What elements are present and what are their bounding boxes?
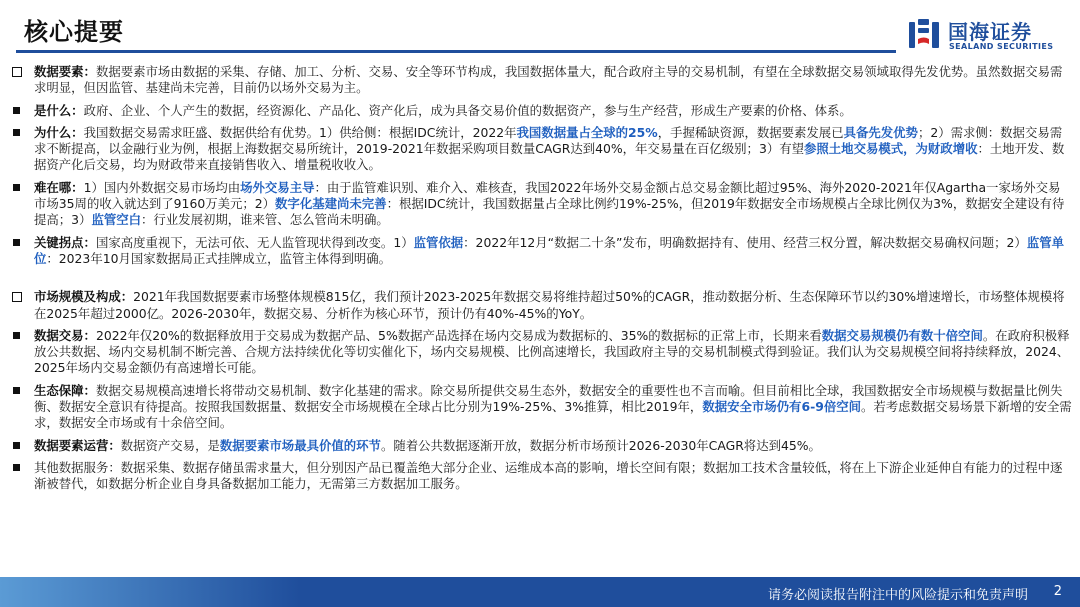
page-header bbox=[0, 0, 1080, 58]
item-text: ：根据IDC统计，我国数据量占全球比例约19%-25%，但2019年数据安全市场规模占全球比例仅为3%，数据安全建设有待提高；3） bbox=[34, 196, 1065, 228]
item-text: ：2022年12月“数据二十条”发布，明确数据持有、使用、经营三权分置，解决数据交易确权问题；2） bbox=[463, 234, 1027, 250]
item-text: ：行业发展初期，谁来管、怎么管尚未明确。 bbox=[141, 212, 389, 228]
item-text: 。随着公共数据逐渐开放，数据分析市场预计2026-2030年CAGR将达到45%。 bbox=[380, 437, 821, 453]
page-footer bbox=[0, 577, 1080, 607]
solid-square-bullet-icon bbox=[13, 129, 20, 136]
item-lead: 关键拐点： bbox=[34, 234, 96, 250]
highlight-text: 监管空白 bbox=[91, 212, 142, 228]
solid-square-bullet-icon bbox=[13, 442, 20, 449]
solid-square-bullet-icon bbox=[13, 239, 20, 246]
item-text: 国家高度重视下，无法可依、无人监管现状得到改变。1） bbox=[95, 234, 414, 250]
solid-square-bullet-icon bbox=[13, 107, 20, 114]
highlight-text: 数据要素市场最具价值的环节 bbox=[219, 437, 381, 453]
highlight-text: 参照土地交易模式，为财政增收 bbox=[804, 141, 978, 157]
logo-text-en: SEALAND SECURITIES bbox=[949, 42, 1054, 51]
item-text: ：土地开发、数据资产化后交易，均为财政带来直接销售收入、增量税收收入。 bbox=[34, 141, 1065, 173]
highlight-text: 数据安全市场仍有6-9倍空间 bbox=[702, 399, 862, 415]
item-text: ：由于监管难识别、难介入、难核查，我国2022年场外交易金额占总交易金额比超过95%、海外2020-2021年仅Agartha一家场外交易市场35周的收入就达到了9160万美元；2） bbox=[34, 179, 1061, 212]
item-lead: 为什么： bbox=[34, 124, 84, 140]
item-lead: 数据要素： bbox=[34, 64, 96, 79]
highlight-text: 监管单位 bbox=[34, 234, 1064, 266]
item-text: 。若考虑数据交易场景下新增的安全需求，数据安全市场或有十余倍空间。 bbox=[34, 399, 1072, 431]
bullet-item bbox=[10, 180, 1072, 229]
item-lead: 难在哪： bbox=[34, 179, 84, 195]
item-text: 数据要素市场由数据的采集、存储、加工、分析、交易、安全等环节构成，我国数据体量大，配合政府主导的交易机制，有望在全球数据交易领域取得先发优势。虽然数据交易需求明显，但因监管、基建尚未完善，目前仍以场外交易为主。 bbox=[34, 64, 1063, 96]
item-text: 数据资产交易，是 bbox=[120, 437, 220, 453]
summary-content bbox=[10, 64, 1072, 499]
section-heading-item bbox=[10, 64, 1072, 97]
item-text: 2021年我国数据要素市场整体规模815亿，我们预计2023-2025年数据交易将维持超过50%的CAGR，推动数据分析、生态保障环节以约30%增速增长，市场整体规模将在2025年超过2000亿。2026-2030年，数据交易、分析作为核心环节，预计仍有40%-45%的YoY。 bbox=[34, 289, 1065, 321]
item-lead: 数据交易： bbox=[34, 327, 96, 343]
logo-text-cn: 国海证券 bbox=[948, 20, 1032, 44]
item-lead: 市场规模及构成： bbox=[34, 289, 134, 305]
sealand-logo-icon bbox=[906, 17, 942, 53]
bullet-item bbox=[10, 460, 1072, 493]
hollow-square-bullet-icon bbox=[12, 67, 22, 77]
company-logo bbox=[906, 17, 1066, 57]
item-text: ：2023年10月国家数据局正式挂牌成立，监管主体得到明确。 bbox=[46, 250, 392, 266]
solid-square-bullet-icon bbox=[13, 184, 20, 191]
item-text: 1）国内外数据交易市场均由 bbox=[83, 179, 241, 195]
page-title: 核心提要 bbox=[24, 18, 124, 46]
bullet-item bbox=[10, 438, 1072, 454]
highlight-text: 场外交易主导 bbox=[240, 179, 315, 195]
item-text: 2022年仅20%的数据释放用于交易成为数据产品、5%数据产品选择在场内交易成为数据标的、35%的数据标的正常上市，长期来看 bbox=[95, 327, 822, 343]
hollow-square-bullet-icon bbox=[12, 292, 22, 302]
item-text: 政府、企业、个人产生的数据，经资源化、产品化、资产化后，成为具备交易价值的数据资产，参与生产经营，形成生产要素的价格、体系。 bbox=[83, 102, 852, 118]
bullet-item bbox=[10, 235, 1072, 268]
item-text: ，手握稀缺资源，数据要素发展已 bbox=[657, 124, 844, 140]
item-text: 其他数据服务：数据采集、数据存储虽需求量大，但分别因产品已覆盖绝大部分企业、运维成本高的影响，增长空间有限；数据加工技术含量较低，将在上下游企业延伸自有能力的过程中逐渐被替代，如数据分析企业自身具备数据加工能力，无需第三方数据加工服务。 bbox=[34, 459, 1063, 492]
bullet-item bbox=[10, 383, 1072, 432]
footer-accent-bar bbox=[0, 577, 300, 607]
highlight-text: 我国数据量占全球的25% bbox=[516, 124, 658, 140]
page-number: 2 bbox=[1053, 584, 1062, 599]
highlight-text: 监管依据 bbox=[413, 234, 464, 250]
highlight-text: 具备先发优势 bbox=[843, 124, 918, 140]
item-text: 我国数据交易需求旺盛、数据供给有优势。1）供给侧：根据IDC统计，2022年 bbox=[83, 124, 517, 140]
bullet-item bbox=[10, 328, 1072, 377]
title-divider bbox=[16, 50, 896, 53]
highlight-text: 数字化基建尚未完善 bbox=[275, 196, 387, 212]
highlight-text: 数据交易规模仍有数十倍空间 bbox=[821, 327, 983, 343]
item-text: ；2）需求侧：数据交易需求不断提高，以金融行业为例，根据上海数据交易所统计，2019-2021年数据采购项目数量CAGR达到40%，年交易量在百亿级别；3）有望 bbox=[34, 124, 1063, 157]
item-lead: 生态保障： bbox=[34, 382, 96, 398]
solid-square-bullet-icon bbox=[13, 387, 20, 394]
item-text: 数据交易规模高速增长将带动交易机制、数字化基建的需求。除交易所提供交易生态外，数据安全的重要性也不言而喻。但目前相比全球，我国数据安全市场规模与数据量比例失衡、数据安全意识有待提高。按照我国数据量、数据安全市场规模在全球占比分别为19%-25%、3%推算，相比2019年， bbox=[34, 382, 1063, 415]
solid-square-bullet-icon bbox=[13, 332, 20, 339]
item-lead: 是什么： bbox=[34, 102, 84, 118]
bullet-item bbox=[10, 103, 1072, 119]
footer-disclaimer: 请务必阅读报告附注中的风险提示和免责声明 bbox=[767, 588, 1028, 603]
item-text: 。在政府积极释放公共数据、场内交易机制不断完善、合规方法持续优化等切实催化下，场内交易规模、比例高速增长，我国政府主导的交易机制模式得到验证。我们认为交易规模空间将持续释放，2024、2025年场内交易金额仍有高速增长可能。 bbox=[34, 327, 1070, 376]
bullet-item bbox=[10, 125, 1072, 174]
section-heading-item bbox=[10, 289, 1072, 322]
item-lead: 数据要素运营： bbox=[34, 437, 121, 453]
solid-square-bullet-icon bbox=[13, 464, 20, 471]
